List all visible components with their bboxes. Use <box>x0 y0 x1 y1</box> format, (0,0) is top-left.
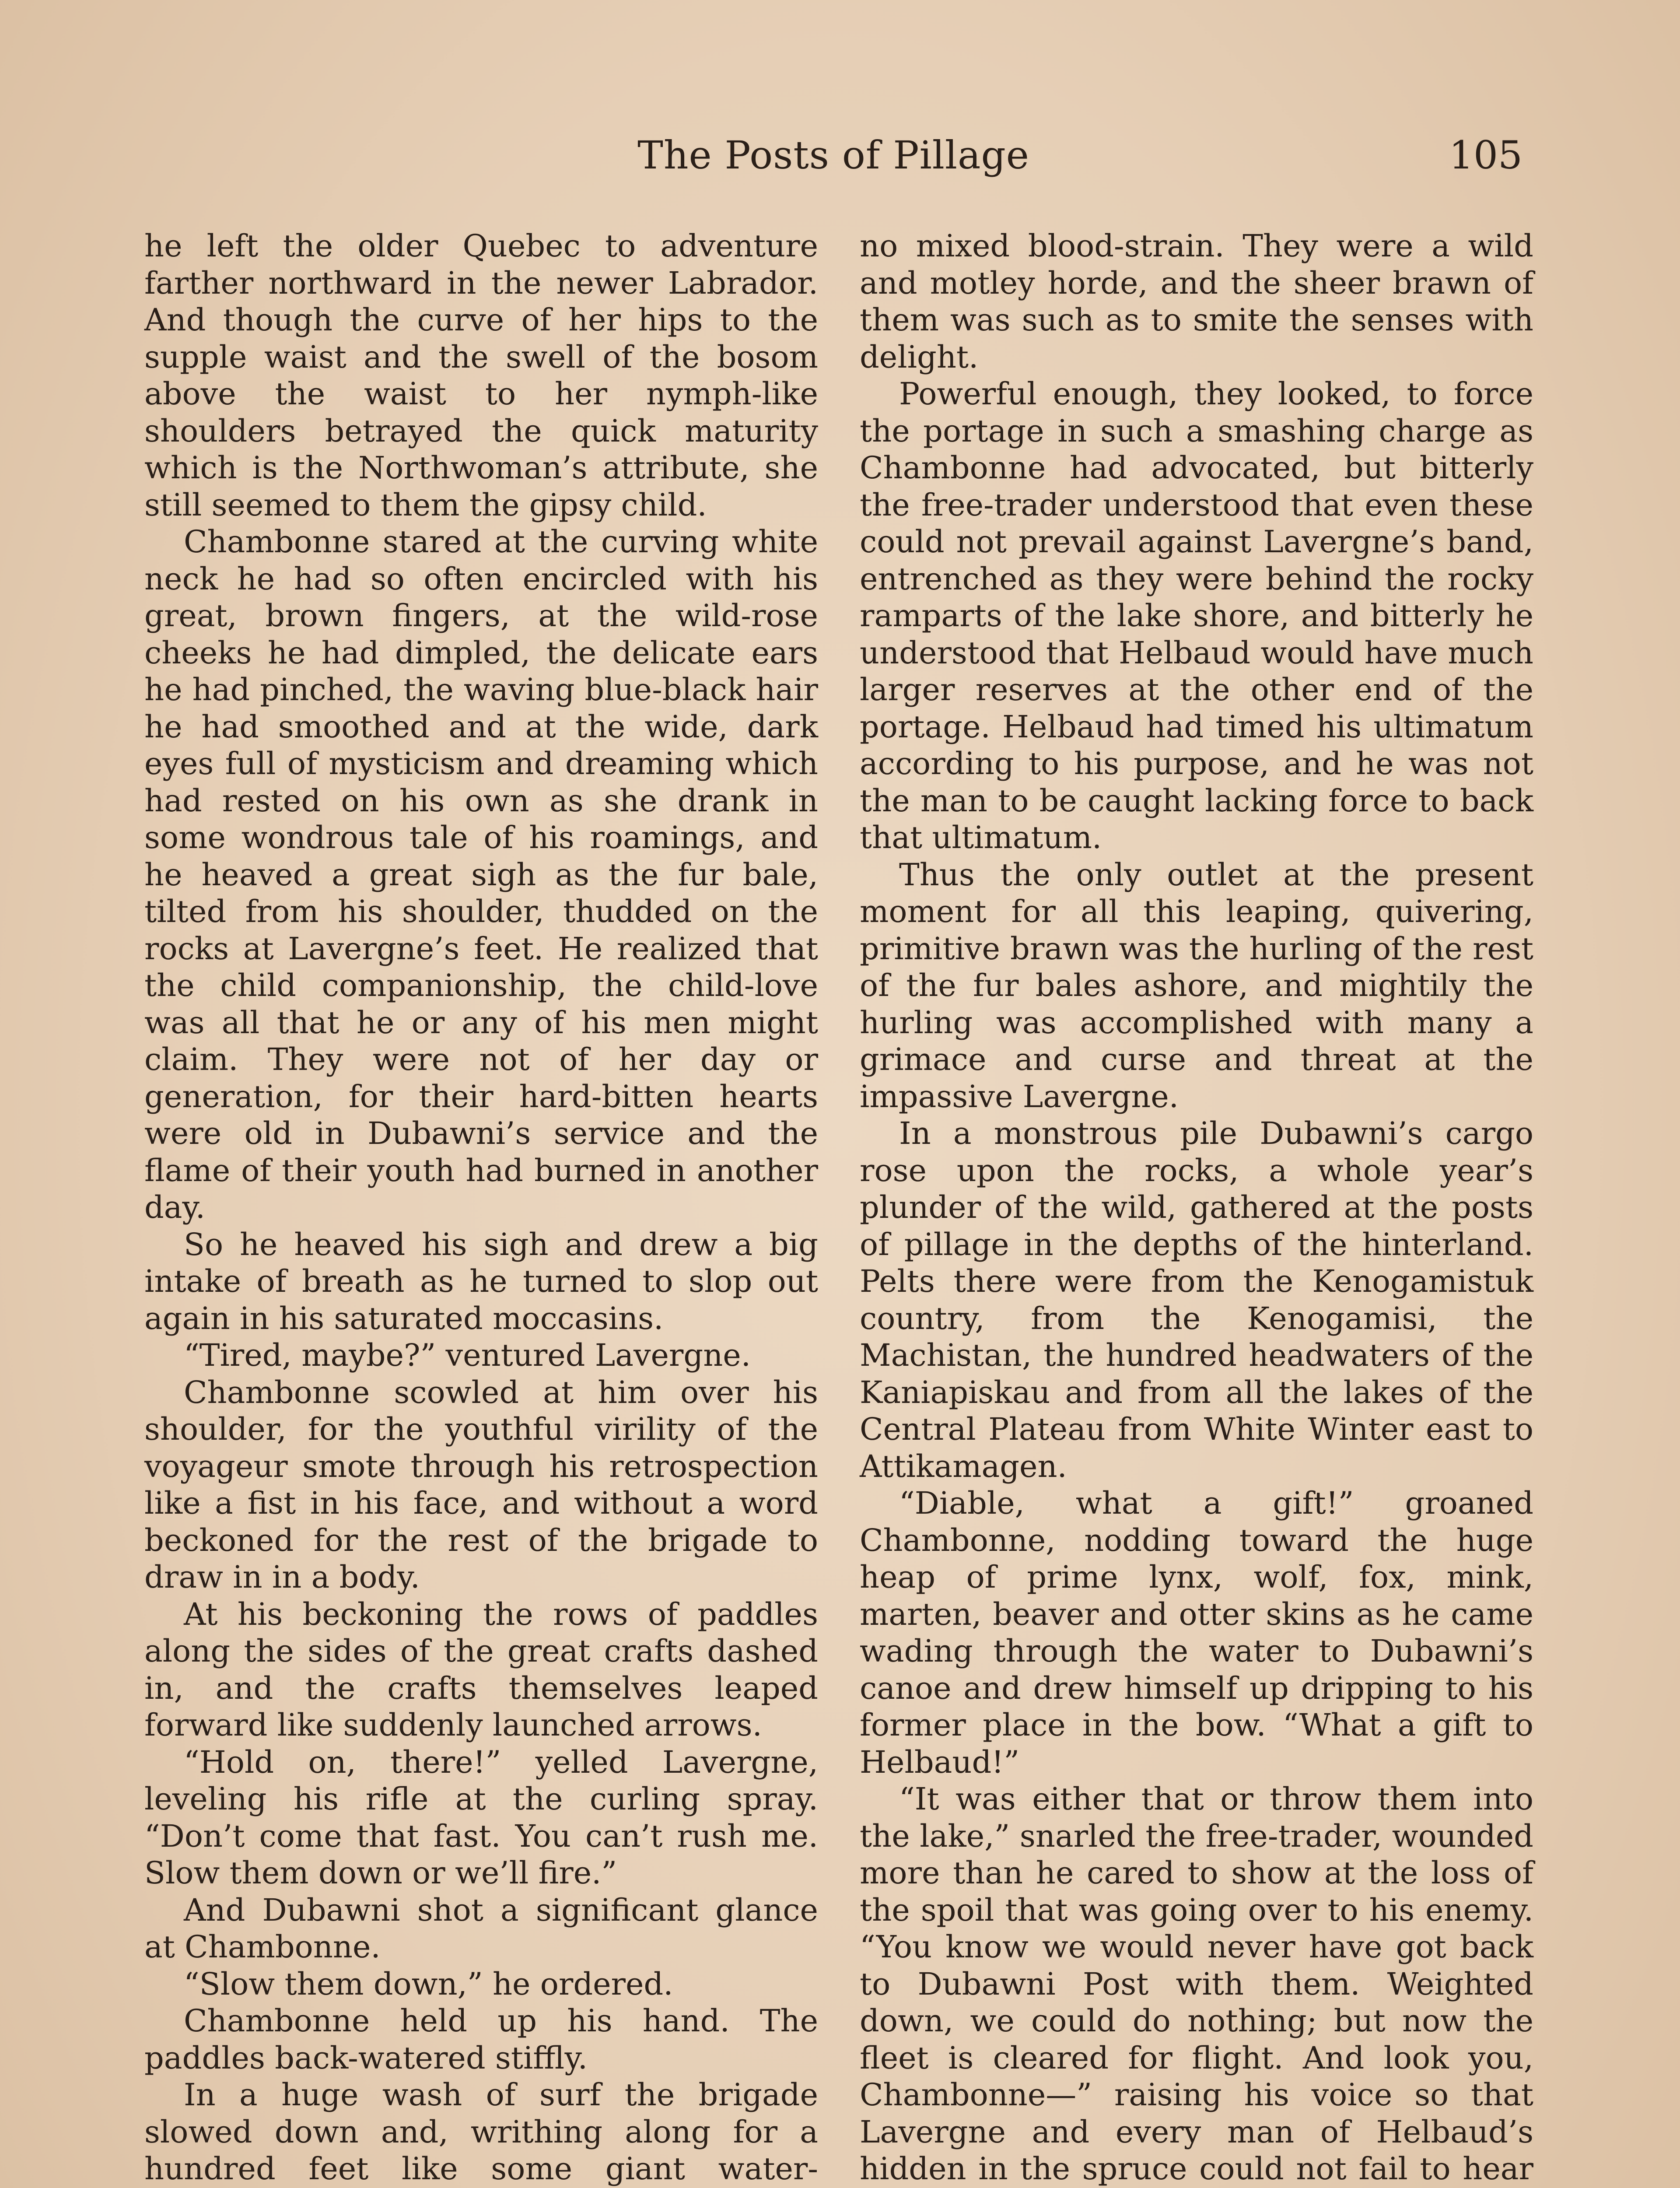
paragraph: “Tired, maybe?” ventured Lavergne. <box>184 1337 751 1373</box>
paragraph: Thus the only outlet at the present moment for all this leaping, quivering, primitive brawn was the hurling of the rest of the fur bales ashore, and mightily the hurling was accomplished with many a grimace and curse and threat at the impassive Lavergne. <box>860 856 1533 1115</box>
paragraph: Chambonne scowled at him over his shoulder, for the youthful virility of the voyageur smote through his retrospection like a fist in his face, and without a word beckoned for the rest of the brigade to draw in in a body. <box>144 1374 818 1595</box>
paragraph: At his beckoning the rows of paddles along the sides of the great crafts dashed in, and the crafts themselves leaped forward like suddenly launched arrows. <box>144 1596 818 1743</box>
paragraph: “It was either that or throw them into the lake,” snarled the free-trader, wounded more than he cared to show at the loss of the spoil that was going over to his enemy. “You know we would never have got back to Dubawni Post with them. Weighted down, we could do nothing; but now the fleet is cleared for flight. And look you, Chambonne—” raising his voice so that Lavergne and every man of Helbaud’s hidden in the spruce could not fail to hear <box>860 1781 1533 2187</box>
page-number: 105 <box>1449 133 1522 178</box>
paragraph: Powerful enough, they looked, to force the portage in such a smashing charge as Chambonne had advocated, but bitterly the free-trader understood that even these could not prevail against Lavergne’s band, entrenched as they were behind the rocky ramparts of the lake shore, and bitterly he understood that Helbaud would have much larger reserves at the other end of the portage. Helbaud had timed his ultimatum according to his purpose, and he was not the man to be caught lacking force to back that ultimatum. <box>860 376 1533 856</box>
paragraph: “Slow them down,” he ordered. <box>184 1966 673 2002</box>
paragraph: Chambonne stared at the curving white neck he had so often encircled with his great, brown fingers, at the wild-rose cheeks he had dimpled, the delicate ears he had pinched, the waving blue-black hair he had smoothed and at the wide, dark eyes full of mysticism and dreaming which had rested on his own as she drank in some wondrous tale of his roamings, and he heaved a great sigh as the fur bale, tilted from his shoulder, thudded on the rocks at Lavergne’s feet. He realized that the child companionship, the child-love was all that he or any of his men might claim. They were not of her day or generation, for their hard-bitten hearts were old in Dubawni’s service and the flame of their youth had burned in another day. <box>144 524 818 1225</box>
paragraph: “Hold on, there!” yelled Lavergne, leveling his rifle at the curling spray. “Don’t come that fast. You can’t rush me. Slow them down or we’ll fire.” <box>144 1744 818 1891</box>
paragraph: he left the older Quebec to adventure farther northward in the newer Labrador. And though the curve of her hips to the supple waist and the swell of the bosom above the waist to her nymph-like shoulders betrayed the quick maturity which is the Northwoman’s attribute, she still seemed to them the gipsy child. <box>144 228 818 523</box>
paragraph: “Diable, what a gift!” groaned Chambonne, nodding toward the huge heap of prime lynx, wolf, fox, mink, marten, beaver and otter skins as he came wading through the water to Dubawni’s canoe and drew himself up dripping to his former place in the bow. “What a gift to Helbaud!” <box>860 1485 1533 1780</box>
left-column <box>144 228 818 2188</box>
page-header <box>144 131 1522 197</box>
running-title: The Posts of Pillage <box>637 133 1029 178</box>
paragraph: Chambonne held up his hand. The paddles back-watered stiffly. <box>144 2003 818 2076</box>
paragraph: no mixed blood-strain. They were a wild and motley horde, and the sheer brawn of them was such as to smite the senses with delight. <box>860 228 1533 375</box>
paragraph: So he heaved his sigh and drew a big intake of breath as he turned to slop out again in his saturated moccasins. <box>144 1226 818 1336</box>
paragraph: And Dubawni shot a significant glance at Chambonne. <box>144 1892 818 1965</box>
paragraph: In a monstrous pile Dubawni’s cargo rose upon the rocks, a whole year’s plunder of the wild, gathered at the posts of pillage in the depths of the hinterland. Pelts there were from the Kenogamistuk country, from the Kenogamisi, the Machistan, the hundred headwaters of the Kaniapiskau and from all the lakes of the Central Plateau from White Winter east to Attikamagen. <box>860 1115 1533 1484</box>
right-column <box>860 228 1533 2188</box>
paragraph: In a huge wash of surf the brigade slowed down and, writhing along for a hundred feet like some giant water- <box>144 2077 818 2187</box>
